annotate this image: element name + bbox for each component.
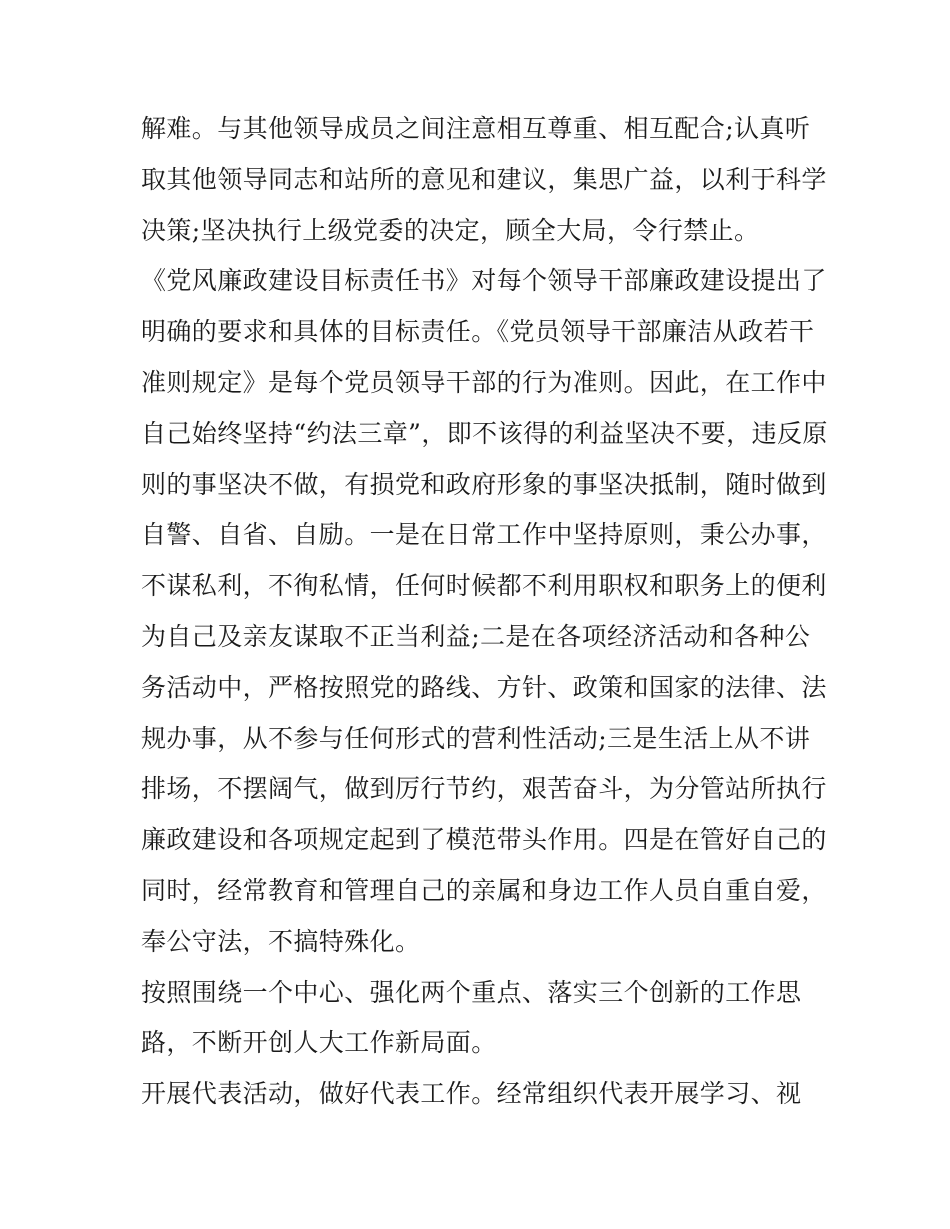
text-line: 奉公守法，不搞特殊化。 — [141, 926, 421, 956]
paragraph-3 — [141, 968, 821, 1070]
text-line: 准则规定》是每个党员领导干部的行为准则。因此，在工作中 — [141, 367, 827, 397]
text-line: 开展代表活动，做好代表工作。经常组织代表开展学习、视 — [141, 1079, 802, 1109]
text-line: 决策;坚决执行上级党委的决定，顾全大局，令行禁止。 — [141, 215, 760, 245]
paragraph-2 — [141, 256, 828, 967]
text-line: 则的事坚决不做，有损党和政府形象的事坚决抵制，随时做到 — [141, 469, 827, 499]
paragraph-1 — [141, 104, 827, 256]
text-line: 规办事，从不参与任何形式的营利性活动;三是生活上从不讲 — [141, 723, 811, 753]
text-line: 务活动中，严格按照党的路线、方针、政策和国家的法律、法 — [141, 672, 827, 702]
text-line: 同时，经常教育和管理自己的亲属和身边工作人员自重自爱， — [141, 875, 827, 905]
text-line: 排场，不摆阔气，做到厉行节约，艰苦奋斗，为分管站所执行 — [141, 774, 827, 804]
text-line: 取其他领导同志和站所的意见和建议，集思广益，以利于科学 — [141, 164, 827, 194]
text-line: 自警、自省、自励。一是在日常工作中坚持原则，秉公办事， — [141, 520, 827, 550]
text-line: 为自己及亲友谋取不正当利益;二是在各项经济活动和各种公 — [141, 621, 811, 651]
text-line: 廉政建设和各项规定起到了模范带头作用。四是在管好自己的 — [141, 825, 827, 855]
text-line: 明确的要求和具体的目标责任。《党员领导干部廉洁从政若干 — [141, 317, 815, 347]
text-line: 路，不断开创人大工作新局面。 — [141, 1028, 497, 1058]
body-text — [141, 104, 828, 1120]
text-line: 按照围绕一个中心、强化两个重点、落实三个创新的工作思 — [141, 977, 802, 1007]
text-line: 自己始终坚持“约法三章”，即不该得的利益坚决不要，违反原 — [141, 418, 828, 448]
text-line: 《党风廉政建设目标责任书》对每个领导干部廉政建设提出了 — [141, 266, 827, 296]
text-line: 不谋私利，不徇私情，任何时候都不利用职权和职务上的便利 — [141, 571, 827, 601]
text-line: 解难。与其他领导成员之间注意相互尊重、相互配合;认真听 — [141, 114, 811, 143]
paragraph-4 — [141, 1069, 821, 1120]
